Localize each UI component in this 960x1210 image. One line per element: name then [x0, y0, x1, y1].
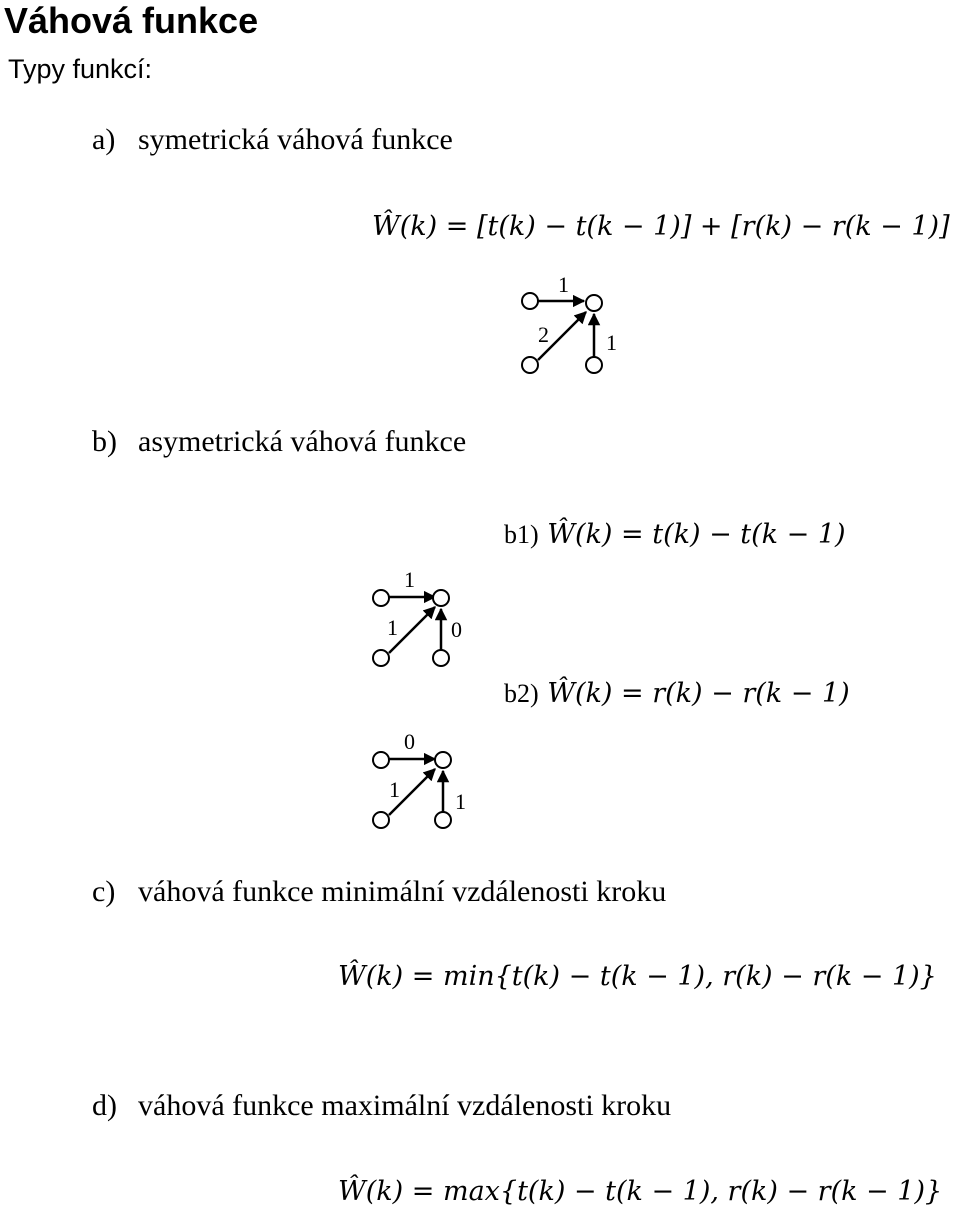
node: [586, 357, 602, 373]
node: [586, 295, 602, 311]
graph-a-right-label: 1: [606, 330, 617, 355]
item-a-text: symetrická váhová funkce: [138, 123, 453, 156]
item-c-label: c): [92, 875, 116, 908]
formula-b1-text: Ŵ(k) = t(k) − t(k − 1): [547, 519, 846, 550]
item-a: [92, 122, 453, 158]
graph-b2-right-label: 1: [455, 789, 466, 814]
page-subtitle: Typy funkcí:: [8, 54, 153, 84]
graph-a-top-label: 1: [558, 272, 569, 297]
formula-c: Ŵ(k) = min{t(k) − t(k − 1), r(k) − r(k − 1)}: [338, 961, 937, 992]
formula-a: Ŵ(k) = [t(k) − t(k − 1)] + [r(k) − r(k − 1)]: [372, 211, 950, 242]
formula-d: Ŵ(k) = max{t(k) − t(k − 1), r(k) − r(k − 1)}: [338, 1176, 943, 1207]
node: [522, 357, 538, 373]
item-b: [92, 424, 466, 460]
node: [373, 590, 389, 606]
formula-b1: [504, 518, 846, 552]
graph-b1-top-label: 1: [404, 567, 415, 592]
item-c: [92, 874, 666, 910]
node: [433, 650, 449, 666]
node: [435, 752, 451, 768]
node: [373, 812, 389, 828]
node: [433, 590, 449, 606]
item-d-label: d): [92, 1089, 117, 1122]
item-d: [92, 1088, 671, 1124]
item-b-text: asymetrická váhová funkce: [138, 425, 467, 458]
formula-b1-label: b1): [504, 520, 539, 549]
graph-b1-right-label: 0: [451, 617, 462, 642]
graph-b1: [371, 565, 491, 675]
node: [373, 650, 389, 666]
item-d-text: váhová funkce maximální vzdálenosti kroku: [138, 1089, 672, 1122]
formula-b2: [504, 677, 850, 711]
graph-a: [520, 270, 640, 380]
formula-b2-text: Ŵ(k) = r(k) − r(k − 1): [547, 678, 850, 709]
page-title: Váhová funkce: [4, 0, 259, 41]
node: [373, 752, 389, 768]
formula-b2-label: b2): [504, 679, 539, 708]
item-b-label: b): [92, 425, 117, 458]
node: [435, 812, 451, 828]
node: [522, 293, 538, 309]
graph-b2-top-label: 0: [404, 729, 415, 754]
graph-b2: [371, 727, 491, 837]
graph-a-diag-label: 2: [538, 322, 549, 347]
item-a-label: a): [92, 123, 116, 156]
graph-b2-diag-label: 1: [389, 777, 400, 802]
graph-b1-diag-label: 1: [387, 615, 398, 640]
item-c-text: váhová funkce minimální vzdálenosti kroku: [138, 875, 667, 908]
